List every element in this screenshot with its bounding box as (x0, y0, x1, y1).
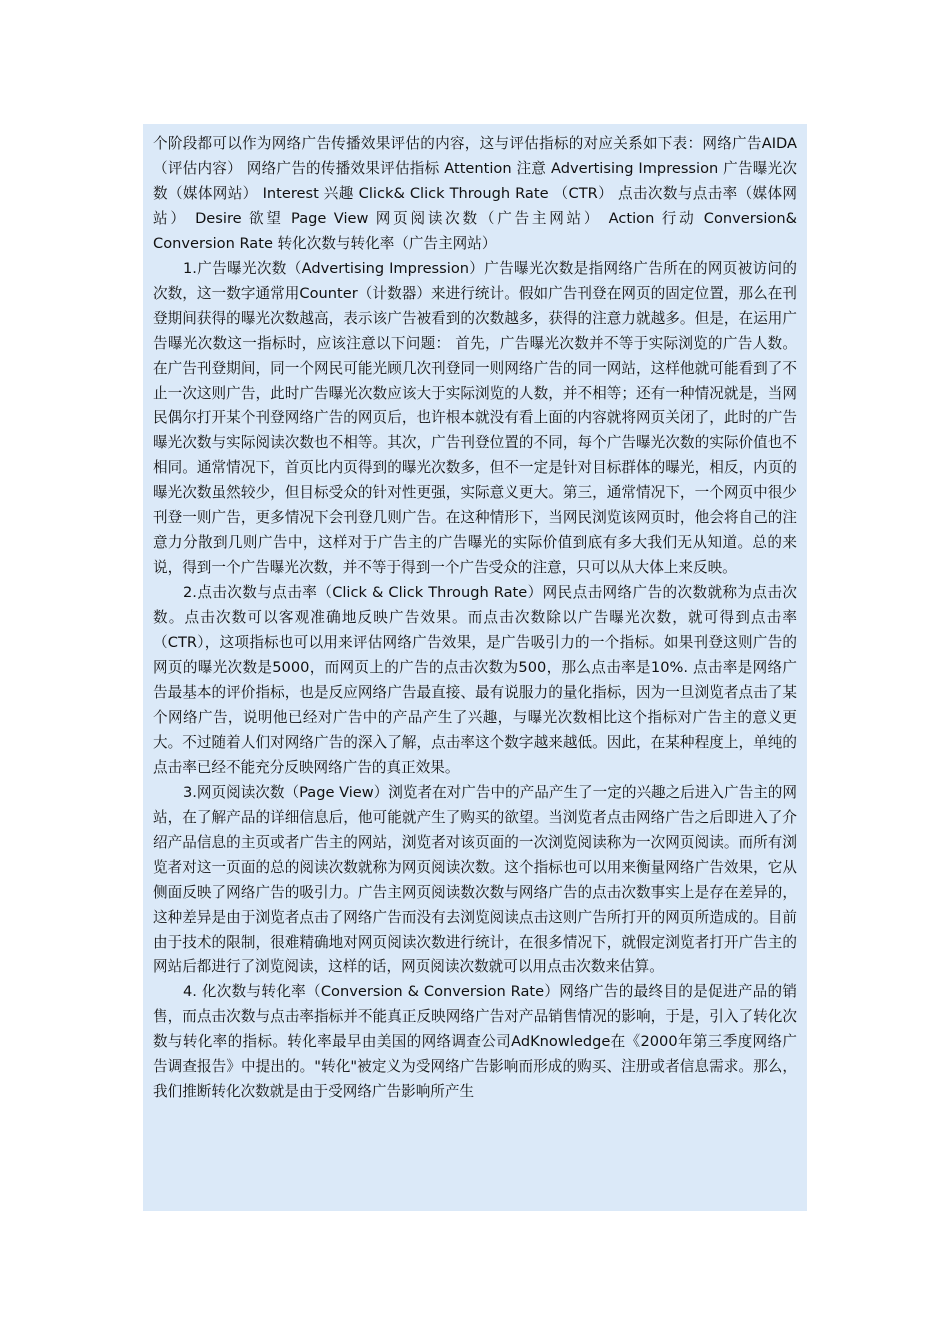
paragraph-aida-table: 个阶段都可以作为网络广告传播效果评估的内容，这与评估指标的对应关系如下表：网络广告AIDA （评估内容） 网络广告的传播效果评估指标 Attention 注意 Advertising Impression 广告曝光次数（媒体网站） Interest 兴趣 Click& Click Through Rate （CTR） 点击次数与点击率（媒体网站） Desire 欲望 Page View 网页阅读次数（广告主网站） Action 行动 Conversion& Conversion Rate 转化次数与转化率（广告主网站） (153, 135, 797, 252)
paragraph-advertising-impression: 1.广告曝光次数（Advertising Impression）广告曝光次数是指网络广告所在的网页被访问的次数，这一数字通常用Counter（计数器）来进行统计。假如广告刊登在网页的固定位置，那么在刊登期间获得的曝光次数越高，表示该广告被看到的次数越多，获得的注意力就越多。但是，在运用广告曝光次数这一指标时，应该注意以下问题： 首先，广告曝光次数并不等于实际浏览的广告人数。在广告刊登期间，同一个网民可能光顾几次刊登同一则网络广告的同一网站，这样他就可能看到了不止一次这则广告，此时广告曝光次数应该大于实际浏览的人数，并不相等；还有一种情况就是，当网民偶尔打开某个刊登网络广告的网页后，也许根本就没有看上面的内容就将网页关闭了，此时的广告曝光次数与实际阅读次数也不相等。其次，广告刊登位置的不同，每个广告曝光次数的实际价值也不相同。通常情况下，首页比内页得到的曝光次数多，但不一定是针对目标群体的曝光，相反，内页的曝光次数虽然较少，但目标受众的针对性更强，实际意义更大。第三，通常情况下，一个网页中很少刊登一则广告，更多情况下会刊登几则广告。在这种情形下，当网民浏览该网页时，他会将自己的注意力分散到几则广告中，这样对于广告主的广告曝光的实际价值到底有多大我们无从知道。总的来说，得到一个广告曝光次数，并不等于得到一个广告受众的注意，只可以从大体上来反映。 (153, 259, 797, 577)
paragraph-page-view: 3.网页阅读次数（Page View）浏览者在对广告中的产品产生了一定的兴趣之后进入广告主的网站，在了解产品的详细信息后，他可能就产生了购买的欲望。当浏览者点击网络广告之后即进入了介绍产品信息的主页或者广告主的网站，浏览者对该页面的一次浏览阅读称为一次网页阅读。而所有浏览者对这一页面的总的阅读次数就称为网页阅读次数。这个指标也可以用来衡量网络广告效果，它从侧面反映了网络广告的吸引力。广告主网页阅读数次数与网络广告的点击次数事实上是存在差异的，这种差异是由于浏览者点击了网络广告而没有去浏览阅读点击这则广告所打开的网页所造成的。目前由于技术的限制，很难精确地对网页阅读次数进行统计，在很多情况下，就假定浏览者打开广告主的网站后都进行了浏览阅读，这样的话，网页阅读次数就可以用点击次数来估算。 (153, 783, 797, 976)
document-text-block (143, 124, 807, 1211)
paragraph-conversion-rate: 4. 化次数与转化率（Conversion & Conversion Rate）网络广告的最终目的是促进产品的销售，而点击次数与点击率指标并不能真正反映网络广告对产品销售情况的影响，于是，引入了转化次数与转化率的指标。转化率最早由美国的网络调查公司AdKnowledge在《2000年第三季度网络广告调查报告》中提出的。"转化"被定义为受网络广告影响而形成的购买、注册或者信息需求。那么，我们推断转化次数就是由于受网络广告影响所产生 (153, 983, 797, 1101)
paragraph-click-through-rate: 2.点击次数与点击率（Click & Click Through Rate）网民点击网络广告的次数就称为点击次数。点击次数可以客观准确地反映广告效果。而点击次数除以广告曝光次数，就可得到点击率（CTR），这项指标也可以用来评估网络广告效果，是广告吸引力的一个指标。如果刊登这则广告的网页的曝光次数是5000，而网页上的广告的点击次数为500，那么点击率是10%. 点击率是网络广告最基本的评价指标，也是反应网络广告最直接、最有说服力的量化指标，因为一旦浏览者点击了某个网络广告，说明他已经对广告中的产品产生了兴趣，与曝光次数相比这个指标对广告主的意义更大。不过随着人们对网络广告的深入了解，点击率这个数字越来越低。因此，在某种程度上，单纯的点击率已经不能充分反映网络广告的真正效果。 (153, 584, 797, 776)
